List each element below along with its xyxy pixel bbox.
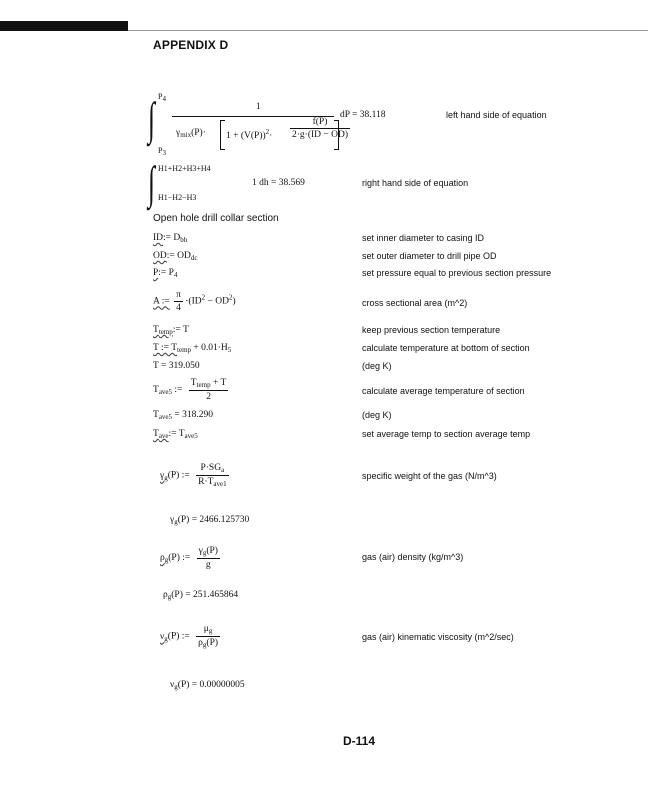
integral-sign-2: ∫ bbox=[148, 157, 155, 208]
rhs-result: 1 dh = 38.569 bbox=[252, 178, 305, 188]
assign-pressure-description: set pressure equal to previous section pressure bbox=[362, 268, 552, 278]
gamma-g-description: specific weight of the gas (N/m^3) bbox=[362, 471, 497, 481]
area-formula: A := $\frac{\pi}{4}$ $\cdot(ID^2 - OD^2)$ bbox=[153, 290, 236, 313]
upper-limit-h: H1+H2+H3+H4 bbox=[158, 164, 211, 173]
lower-limit-p3: P3 bbox=[158, 146, 166, 157]
gamma-mix: $\gamma_{mix}(P)\cdot$ bbox=[176, 128, 206, 139]
assign-temp-description: keep previous section temperature bbox=[362, 325, 501, 335]
assign-id: ID:= $D_{bh}$ bbox=[153, 233, 188, 244]
integral-sign-1: ∫ bbox=[148, 93, 155, 144]
tave-result: $T_{ave5} = 318.290$ bbox=[153, 410, 214, 421]
assign-id-description: set inner diameter to casing ID bbox=[362, 233, 485, 243]
tave-set-description: set average temp to section average temp bbox=[362, 429, 531, 439]
assign-od-description: set outer diameter to drill pipe OD bbox=[362, 251, 497, 261]
page-number: D-114 bbox=[343, 734, 376, 748]
one-plus-velocity: $1 + (V(P))^2\cdot$ bbox=[226, 128, 273, 141]
upper-limit-p4: P4 bbox=[158, 92, 166, 103]
appendix-title: APPENDIX D bbox=[153, 38, 229, 52]
nu-g-description: gas (air) kinematic viscosity (m^2/sec) bbox=[362, 632, 514, 642]
section-heading: Open hole drill collar section bbox=[153, 213, 279, 224]
friction-fraction: $\frac{f(P)}{2\cdot g\cdot(ID - OD)}$ bbox=[292, 117, 349, 140]
tave-formula: $T_{ave5}$ := $\frac{T_{temp} + T}{2}$ bbox=[153, 378, 227, 402]
temp-result: T = 319.050 bbox=[153, 361, 200, 371]
header-bar-dark bbox=[0, 21, 128, 31]
header-rule bbox=[128, 30, 648, 31]
rhs-description: right hand side of equation bbox=[362, 178, 469, 188]
tave-set: $T_{ave}:= T_{ave5}$ bbox=[153, 429, 198, 440]
lhs-result: dP = 38.118 bbox=[340, 110, 386, 120]
rho-g-description: gas (air) density (kg/m^3) bbox=[362, 552, 464, 562]
calc-temp-description: calculate temperature at bottom of section bbox=[362, 343, 530, 353]
right-bracket bbox=[334, 120, 339, 150]
assign-od: OD:= $OD_{dc}$ bbox=[153, 251, 198, 262]
numerator-one: 1 bbox=[256, 102, 261, 112]
rho-g-formula: $\rho_g(P)$ := $\frac{\gamma_g(P)}{g}$ bbox=[160, 546, 218, 570]
tave-result-unit: (deg K) bbox=[362, 410, 392, 420]
left-bracket bbox=[220, 120, 225, 150]
calc-temp: T := $T_{temp} + 0.01\cdot H_5$ bbox=[153, 343, 232, 354]
area-description: cross sectional area (m^2) bbox=[362, 298, 468, 308]
gamma-g-result: $\gamma_g(P) = 2466.125730$ bbox=[170, 515, 250, 526]
nu-g-formula: $\nu_g(P)$ := $\frac{\mu_g}{\rho_g(P)}$ bbox=[160, 624, 219, 649]
temp-result-unit: (deg K) bbox=[362, 361, 392, 371]
tave-description: calculate average temperature of section bbox=[362, 386, 525, 396]
rho-g-result: $\rho_g(P) = 251.465864$ bbox=[163, 590, 239, 601]
lhs-description: left hand side of equation bbox=[446, 110, 547, 120]
lower-limit-h: H1−H2−H3 bbox=[158, 193, 197, 202]
nu-g-result: $\nu_g(P) = 0.00000005$ bbox=[170, 680, 245, 691]
assign-pressure: P:= $P_4$ bbox=[153, 268, 178, 279]
assign-temp: $T_{temp}:= T$ bbox=[153, 325, 189, 336]
gamma-g-formula: $\gamma_g(P)$ := $\frac{P\cdot SG_a}{R\cdot T_{ave1}}$ bbox=[160, 463, 227, 488]
